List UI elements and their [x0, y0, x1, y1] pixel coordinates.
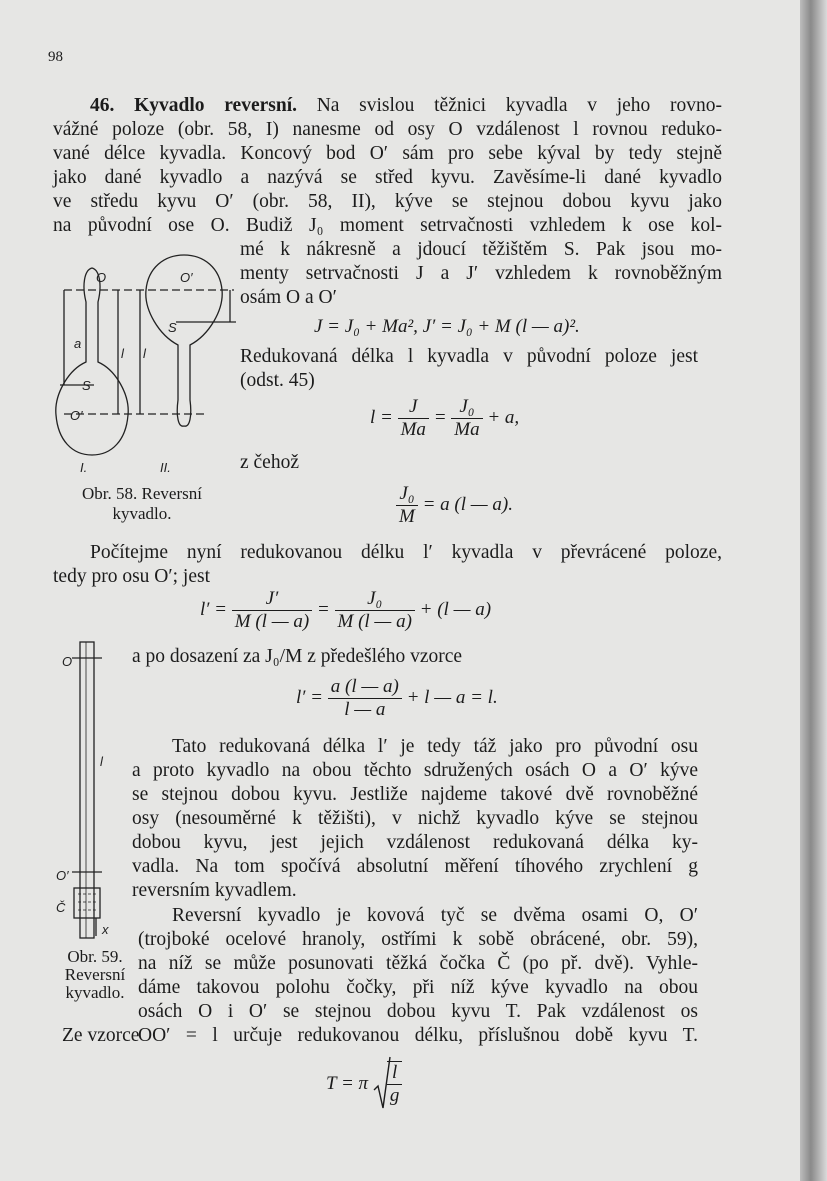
fig59-caption-line-1: Obr. 59. — [67, 947, 123, 966]
fig59-caption-line-3: kyvadlo. — [65, 983, 125, 1002]
eq6-num: l — [387, 1062, 403, 1085]
section-line-0: Na svislou těžnici kyvadla v jeho rovno- — [316, 95, 722, 116]
para4: a po dosazení za J₀/M z předešlého vzorce — [132, 646, 463, 667]
para6-line-3: dáme takovou polohu čočky, při níž kýve kyvadlo na obou — [138, 977, 698, 998]
para6-line-1: (trojboké ocelové hranoly, ostřími k sobě obrácené, obr. 59), — [138, 929, 698, 950]
para5-line-1: a proto kyvadlo na obou těchto sdružených osách O a O′ kýve — [132, 760, 698, 781]
lens-hatching — [78, 894, 96, 910]
section-line-6: mé k nákresně a jdoucí těžištěm S. Pak jsou mo- — [240, 239, 722, 260]
section-heading: Kyvadlo reversní. — [134, 95, 297, 116]
section-line-1: vážné poloze (obr. 58, I) nanesme od osy O vzdálenost l rovnou reduko- — [53, 119, 722, 140]
label-l-fig58-2: l — [143, 346, 146, 361]
fig59-caption — [50, 948, 140, 1002]
section-number: 46. — [90, 95, 115, 116]
figure-58-drawing — [44, 250, 240, 475]
figure-59-drawing — [52, 636, 138, 946]
eq4-tail: + (l — a) — [419, 598, 492, 620]
section-line-4: ve středu kyvu O′ (obr. 58, II), kýve se stejnou dobou kyvu jako — [53, 191, 722, 212]
equation-period — [326, 1056, 402, 1112]
equation-j0-over-m — [396, 483, 513, 528]
eq3-num: J₀ — [396, 483, 418, 506]
para6-line-5: OO′ = l určuje redukovanou délku, příslušnou době kyvu T. — [138, 1025, 698, 1046]
label-Oprime-fig59: O′ — [56, 868, 69, 883]
para6-line-2: na níž se může posunovati těžká čočka Č (po př. dvě). Vyhle- — [138, 953, 698, 974]
para5-line-3: osy (nesouměrné k těžišti), v nichž kyvadlo kýve se stejnou — [132, 808, 698, 829]
section-line-5: na původní ose O. Budiž J₀ moment setrvačnosti vzhledem k ose kol- — [53, 215, 722, 236]
fig58-caption-line-2: kyvadlo. — [112, 504, 172, 523]
label-l-fig58-1: l — [121, 346, 124, 361]
label-C-fig59: Č — [56, 900, 66, 915]
eq2-f1-num: J — [398, 396, 429, 419]
section-first-line — [90, 94, 722, 118]
equation-moments: J = J₀ + Ma², J′ = J₀ + M (l — a)². — [314, 316, 580, 337]
eq5-tail: + l — a = l. — [406, 686, 498, 708]
eq2-f1-den: Ma — [400, 419, 426, 440]
eq2-fraction-1 — [398, 396, 429, 441]
label-O-fig59: O — [62, 654, 73, 669]
eq3-fraction — [396, 483, 418, 528]
label-I: I. — [80, 460, 88, 475]
fig59-caption-line-2: Reversní — [64, 965, 126, 984]
eq3-rhs: = a (l — a). — [422, 493, 513, 515]
label-S-fig58-II: S — [168, 320, 177, 335]
equation-inverted-length — [200, 588, 491, 633]
eq3-den: M — [399, 506, 415, 527]
para3-line-1: tedy pro osu O′; jest — [53, 566, 210, 587]
label-a-fig58: a — [74, 336, 82, 351]
eq6-fraction — [387, 1061, 403, 1107]
eq5-den: l — a — [344, 699, 386, 720]
label-l-fig59: l — [100, 754, 103, 769]
para2-line-0: Redukovaná délka l kyvadla v původní poloze jest — [240, 346, 698, 367]
label-Oprime-fig58-II: O′ — [180, 270, 193, 285]
label-O-fig58: O — [96, 270, 107, 285]
eq4-f1-den: M (l — a) — [234, 611, 310, 632]
eq5-num: a (l — a) — [328, 676, 402, 699]
fig58-caption-line-1: Obr. 58. Reversní — [82, 484, 202, 503]
eq4-fraction-2 — [335, 588, 415, 633]
page-edge — [800, 0, 827, 1181]
eq4-f2-num: J₀ — [335, 588, 415, 611]
eq4-lhs: l′ = — [200, 598, 228, 620]
eq2-f2-den: Ma — [454, 419, 480, 440]
eq2-f2-num: J₀ — [451, 396, 482, 419]
section-line-2: vané délce kyvadla. Koncový bod O′ sám pro sebe kýval by tedy stejně — [53, 143, 722, 164]
equation-substitution — [296, 676, 498, 721]
para5-line-0: Tato redukovaná délka l′ je tedy táž jako pro původní osu — [172, 736, 698, 757]
section-line-3: jako dané kyvadlo a nazývá se střed kyvu. Zavěsíme-li dané kyvadlo — [53, 167, 722, 188]
eq4-equals: = — [316, 598, 330, 620]
eq2-lhs: l = — [370, 406, 393, 428]
eq4-fraction-1 — [232, 588, 312, 633]
label-S-fig58-I: S — [82, 378, 91, 393]
eq4-f1-num: J′ — [232, 588, 312, 611]
eq5-lhs: l′ = — [296, 686, 324, 708]
eq2-equals: = — [433, 406, 447, 428]
eq6-lhs: T = π — [326, 1073, 369, 1094]
para5-line-2: se stejnou dobou kyvu. Jestliže najdeme takové dvě rovnoběžné — [132, 784, 698, 805]
pendulum-rod — [80, 642, 94, 938]
label-x-fig59: x — [102, 922, 109, 937]
z-cehoz: z čehož — [240, 452, 299, 473]
para6-line-0: Reversní kyvadlo je kovová tyč se dvěma osami O, O′ — [172, 905, 698, 926]
para3-line-0: Počítejme nyní redukovanou délku l′ kyvadla v převrácené poloze, — [90, 542, 722, 563]
label-Oprime-fig58: O′ — [70, 408, 83, 423]
section-line-8: osám O a O′ — [240, 287, 337, 308]
para5-line-5: vadla. Na tom spočívá absolutní měření tíhového zrychlení g — [132, 856, 698, 877]
eq6-den: g — [389, 1085, 400, 1106]
eq2-fraction-2 — [451, 396, 482, 441]
para5-line-4: dobou kyvu, jest jejich vzdálenost redukovaná délka ky- — [132, 832, 698, 853]
ze-vzorce: Ze vzorce — [62, 1025, 140, 1046]
eq2-tail: + a, — [487, 406, 520, 428]
equation-reduced-length — [370, 396, 519, 441]
fig58-caption — [52, 484, 232, 524]
para5-line-6: reversním kyvadlem. — [132, 880, 297, 901]
label-II: II. — [160, 460, 171, 475]
para6-line-4: osách O i O′ se stejnou dobou kyvu T. Pak vzdálenost os — [138, 1001, 698, 1022]
eq4-f2-den: M (l — a) — [337, 611, 412, 632]
pendulum-I-outline — [56, 268, 128, 455]
eq5-fraction — [328, 676, 402, 721]
page-number: 98 — [48, 49, 63, 65]
para2-line-1: (odst. 45) — [240, 370, 315, 391]
section-line-7: menty setrvačnosti J a J′ vzhledem k rovnoběžným — [240, 263, 722, 284]
pendulum-lens — [74, 888, 100, 918]
